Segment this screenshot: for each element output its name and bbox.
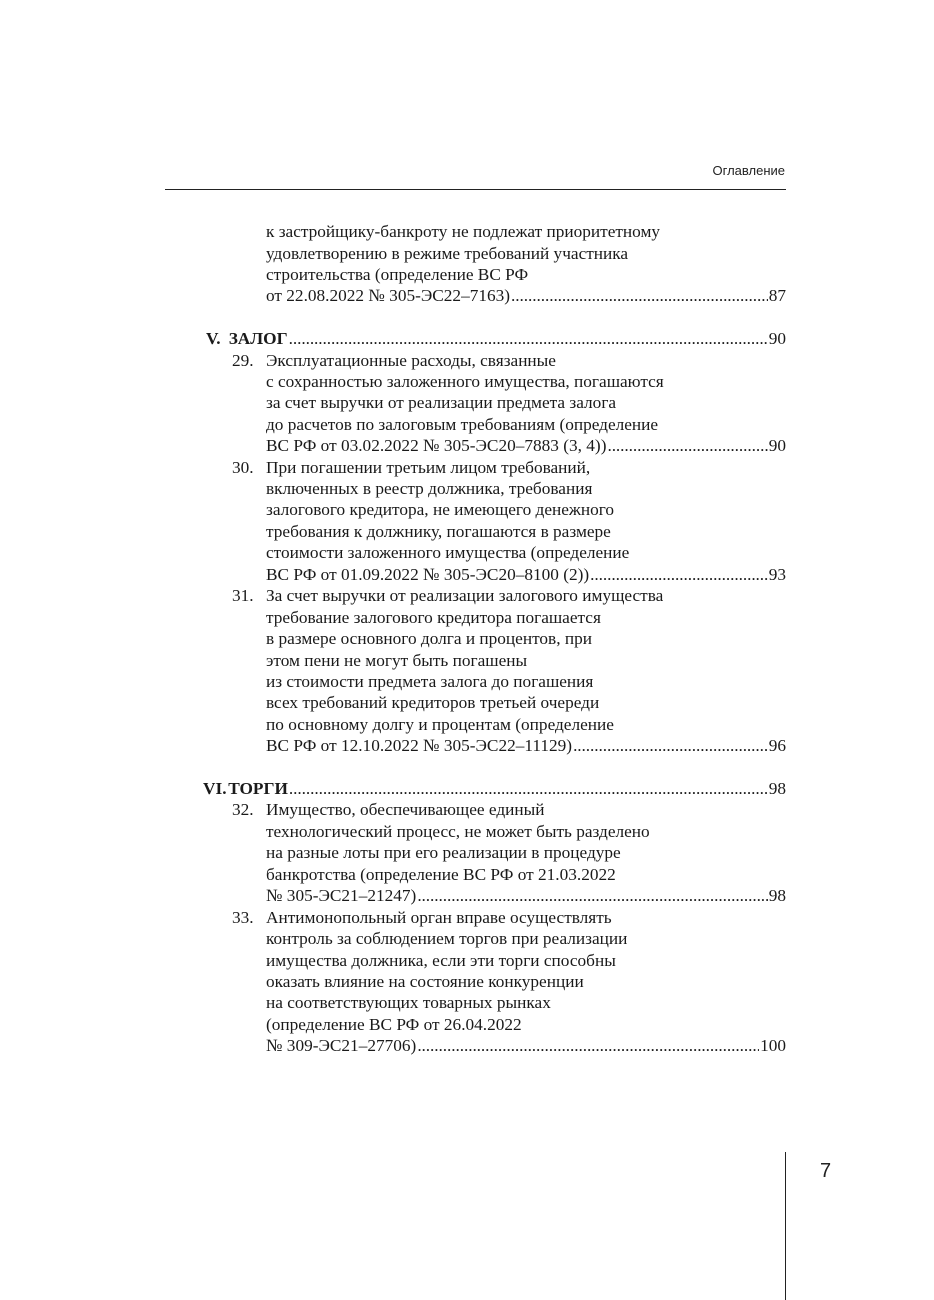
toc-entry-line: по основному долгу и процентам (определение [266, 715, 614, 734]
section-number: VI. [203, 779, 227, 798]
header-rule [165, 189, 786, 190]
toc-entry-text: ВС РФ от 01.09.2022 № 305-ЭС20–8100 (2)) [266, 565, 590, 584]
toc-entry-text: от 22.08.2022 № 305-ЭС22–7163) [266, 286, 511, 305]
toc-entry-line: требование залогового кредитора погашается [266, 608, 601, 627]
toc-entry-line: оказать влияние на состояние конкуренции [266, 972, 584, 991]
toc-entry-last-line[interactable] [266, 435, 786, 456]
item-number: 29. [232, 351, 254, 370]
toc-entry-text: Эксплуатационные расходы, связанные [266, 351, 556, 370]
toc-entry-last-line[interactable] [266, 564, 786, 585]
toc-entry-text: № 305-ЭС21–21247) [266, 886, 417, 905]
toc-page-number: 98 [768, 886, 786, 905]
toc-entry-text: За счет выручки от реализации залогового имущества [266, 586, 664, 605]
page-number: 7 [820, 1160, 832, 1182]
toc-page-number: 98 [768, 779, 786, 798]
toc-entry-line: стоимости заложенного имущества (определение [266, 543, 630, 562]
section-number: V. [206, 329, 221, 348]
item-number: 32. [232, 800, 254, 819]
toc-entry-text: Имущество, обеспечивающее единый [266, 800, 545, 819]
toc-entry-line: на разные лоты при его реализации в процедуре [266, 843, 621, 862]
section-title: ТОРГИ [228, 779, 288, 798]
toc-entry-line: удовлетворению в режиме требований участника [266, 244, 629, 263]
dot-leader [417, 1035, 759, 1056]
toc-entry-last-line[interactable] [266, 885, 786, 906]
toc-entry-line: залогового кредитора, не имеющего денежного [266, 500, 615, 519]
toc-entry-text: ВС РФ от 12.10.2022 № 305-ЭС22–11129) [266, 736, 573, 755]
toc-page-number: 90 [768, 436, 786, 455]
toc-entry-line[interactable] [232, 907, 612, 928]
running-title: Оглавление [712, 163, 785, 178]
dot-leader [289, 778, 768, 799]
toc-entry-text: № 309-ЭС21–27706) [266, 1036, 417, 1055]
toc-entry-text: Антимонопольный орган вправе осуществлять [266, 908, 612, 927]
toc-entry-line: к застройщику-банкроту не подлежат приоритетному [266, 222, 661, 241]
toc-entry-line: технологический процесс, не может быть разделено [266, 822, 650, 841]
dot-leader [417, 885, 767, 906]
toc-entry-line: за счет выручки от реализации предмета залога [266, 393, 617, 412]
toc-entry-line: с сохранностью заложенного имущества, погашаются [266, 372, 664, 391]
toc-entry-line: на соответствующих товарных рынках [266, 993, 551, 1012]
toc-entry-last-line[interactable] [266, 1035, 786, 1056]
toc-page-number: 93 [768, 565, 786, 584]
page-number-rule [785, 1152, 786, 1300]
toc-page-number: 90 [768, 329, 786, 348]
toc-entry-line: этом пени не могут быть погашены [266, 651, 528, 670]
toc-entry-line[interactable] [232, 350, 556, 371]
toc-entry-line: строительства (определение ВС РФ [266, 265, 529, 284]
item-number: 31. [232, 586, 254, 605]
toc-section-heading[interactable] [206, 328, 786, 349]
toc-page-number: 96 [768, 736, 786, 755]
toc-page-number: 87 [768, 286, 786, 305]
toc-entry-last-line[interactable] [266, 735, 786, 756]
toc-entry-line: всех требований кредиторов третьей очереди [266, 693, 600, 712]
toc-section-heading[interactable] [203, 778, 786, 799]
toc-page-number: 100 [760, 1036, 786, 1055]
toc-entry-line[interactable] [232, 457, 590, 478]
item-number: 30. [232, 458, 254, 477]
toc-entry-line: требования к должнику, погашаются в размере [266, 522, 611, 541]
toc-entry-line: имущества должника, если эти торги способны [266, 951, 616, 970]
dot-leader [511, 285, 768, 306]
toc-entry-line: из стоимости предмета залога до погашения [266, 672, 594, 691]
toc-entry-text: ВС РФ от 03.02.2022 № 305-ЭС20–7883 (3, 4)) [266, 436, 607, 455]
dot-leader [590, 564, 768, 585]
item-number: 33. [232, 908, 254, 927]
toc-entry-line[interactable] [232, 585, 663, 606]
toc-entry-line: банкротства (определение ВС РФ от 21.03.2022 [266, 865, 616, 884]
toc-entry-line: в размере основного долга и процентов, при [266, 629, 592, 648]
dot-leader [573, 735, 768, 756]
toc-entry-line: (определение ВС РФ от 26.04.2022 [266, 1015, 522, 1034]
dot-leader [607, 435, 767, 456]
toc-entry-line: включенных в реестр должника, требования [266, 479, 593, 498]
toc-entry-line[interactable] [232, 799, 544, 820]
toc-entry-last-line[interactable] [266, 285, 786, 306]
section-title: ЗАЛОГ [228, 329, 288, 348]
toc-entry-line: до расчетов по залоговым требованиям (определение [266, 415, 659, 434]
toc-entry-line: контроль за соблюдением торгов при реализации [266, 929, 628, 948]
dot-leader [289, 328, 768, 349]
toc-entry-text: При погашении третьим лицом требований, [266, 458, 591, 477]
